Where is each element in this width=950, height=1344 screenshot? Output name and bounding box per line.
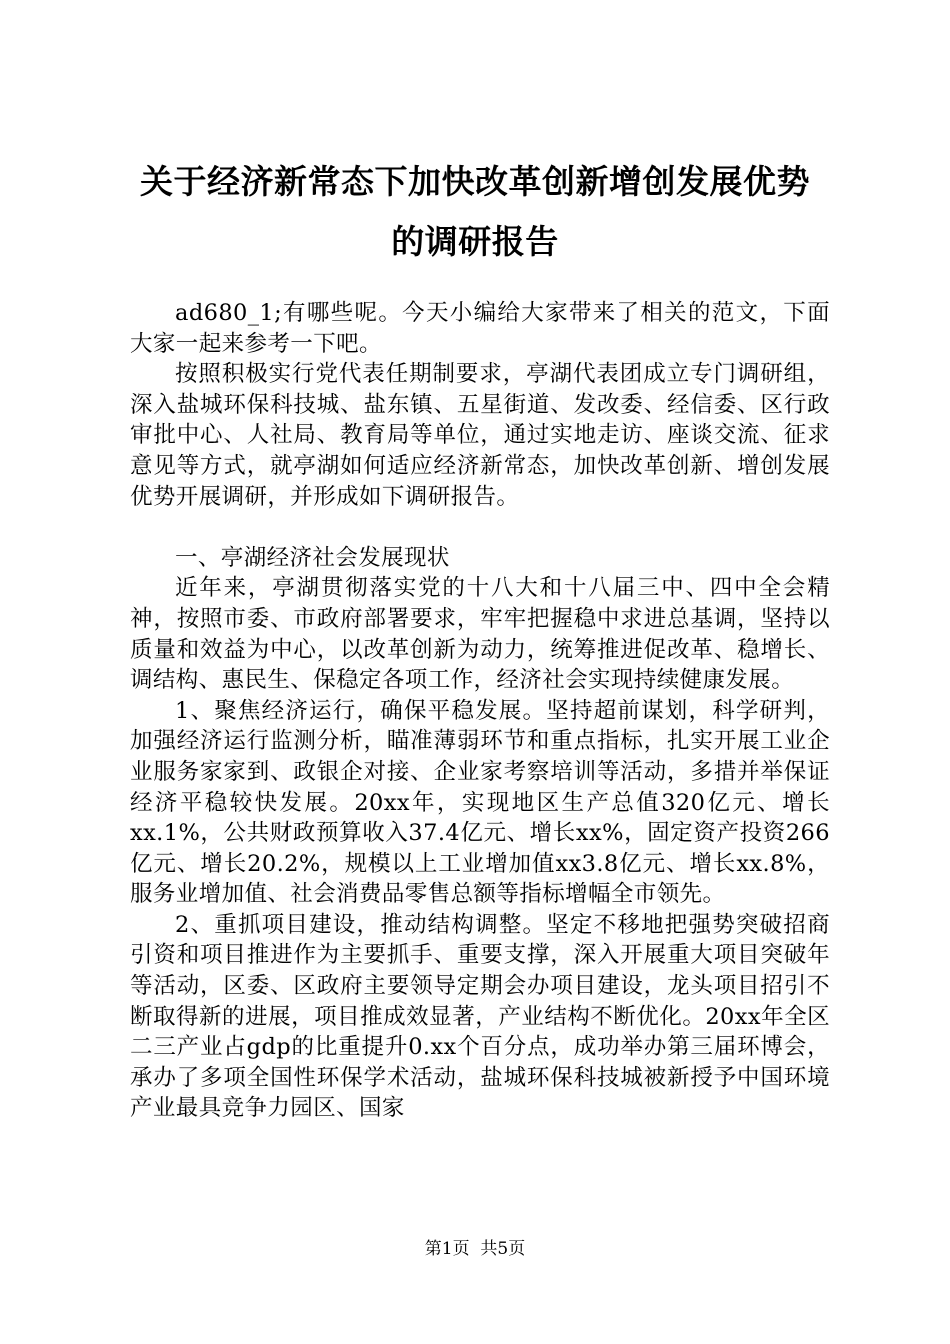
- document-body: [130, 298, 830, 1124]
- intro-paragraph: ad680_1;有哪些呢。今天小编给大家带来了相关的范文，下面大家一起来参考一下吧。: [130, 300, 830, 357]
- paragraph-project-construction: 2、重抓项目建设，推动结构调整。坚定不移地把强势突破招商引资和项目推进作为主要抓手、重要支撑，深入开展重大项目突破年等活动，区委、区政府主要领导定期会办项目建设，龙头项目招引不断取得新的进展，项目推成效显著，产业结构不断优化。20xx年全区二三产业占gdp的比重提升0.xx个百分点，成功举办第三届环博会，承办了多项全国性环保学术活动，盐城环保科技城被新授予中国环境产业最具竞争力园区、国家: [130, 911, 830, 1122]
- document-title-line-2: 的调研报告: [391, 222, 559, 261]
- paragraph-research-background: 按照积极实行党代表任期制要求，亭湖代表团成立专门调研组，深入盐城环保科技城、盐东镇、五星街道、发改委、经信委、区行政审批中心、人社局、教育局等单位，通过实地走访、座谈交流、征求意见等方式，就亭湖如何适应经济新常态，加快改革创新、增创发展优势开展调研，并形成如下调研报告。: [130, 361, 830, 510]
- paragraph-economic-operation: 1、聚焦经济运行，确保平稳发展。坚持超前谋划，科学研判，加强经济运行监测分析，瞄准薄弱环节和重点指标，扎实开展工业企业服务家家到、政银企对接、企业家考察培训等活动，多措并举保证经济平稳较快发展。20xx年，实现地区生产总值320亿元、增长xx.1%，公共财政预算收入37.4亿元、增长xx%，固定资产投资266亿元、增长20.2%，规模以上工业增加值xx3.8亿元、增长xx.8%，服务业增加值、社会消费品零售总额等指标增幅全市领先。: [130, 697, 830, 908]
- page-number-footer: 第1页 共5页: [424, 1239, 526, 1259]
- paragraph-development-overview: 近年来，亭湖贯彻落实党的十八大和十八届三中、四中全会精神，按照市委、市政府部署要求，牢牢把握稳中求进总基调，坚持以质量和效益为中心，以改革创新为动力，统筹推进促改革、稳增长、调结构、惠民生、保稳定各项工作，经济社会实现持续健康发展。: [130, 575, 830, 694]
- section-heading-1: 一、亭湖经济社会发展现状: [175, 544, 450, 571]
- document-title-line-1: 关于经济新常态下加快改革创新增创发展优势: [140, 162, 810, 201]
